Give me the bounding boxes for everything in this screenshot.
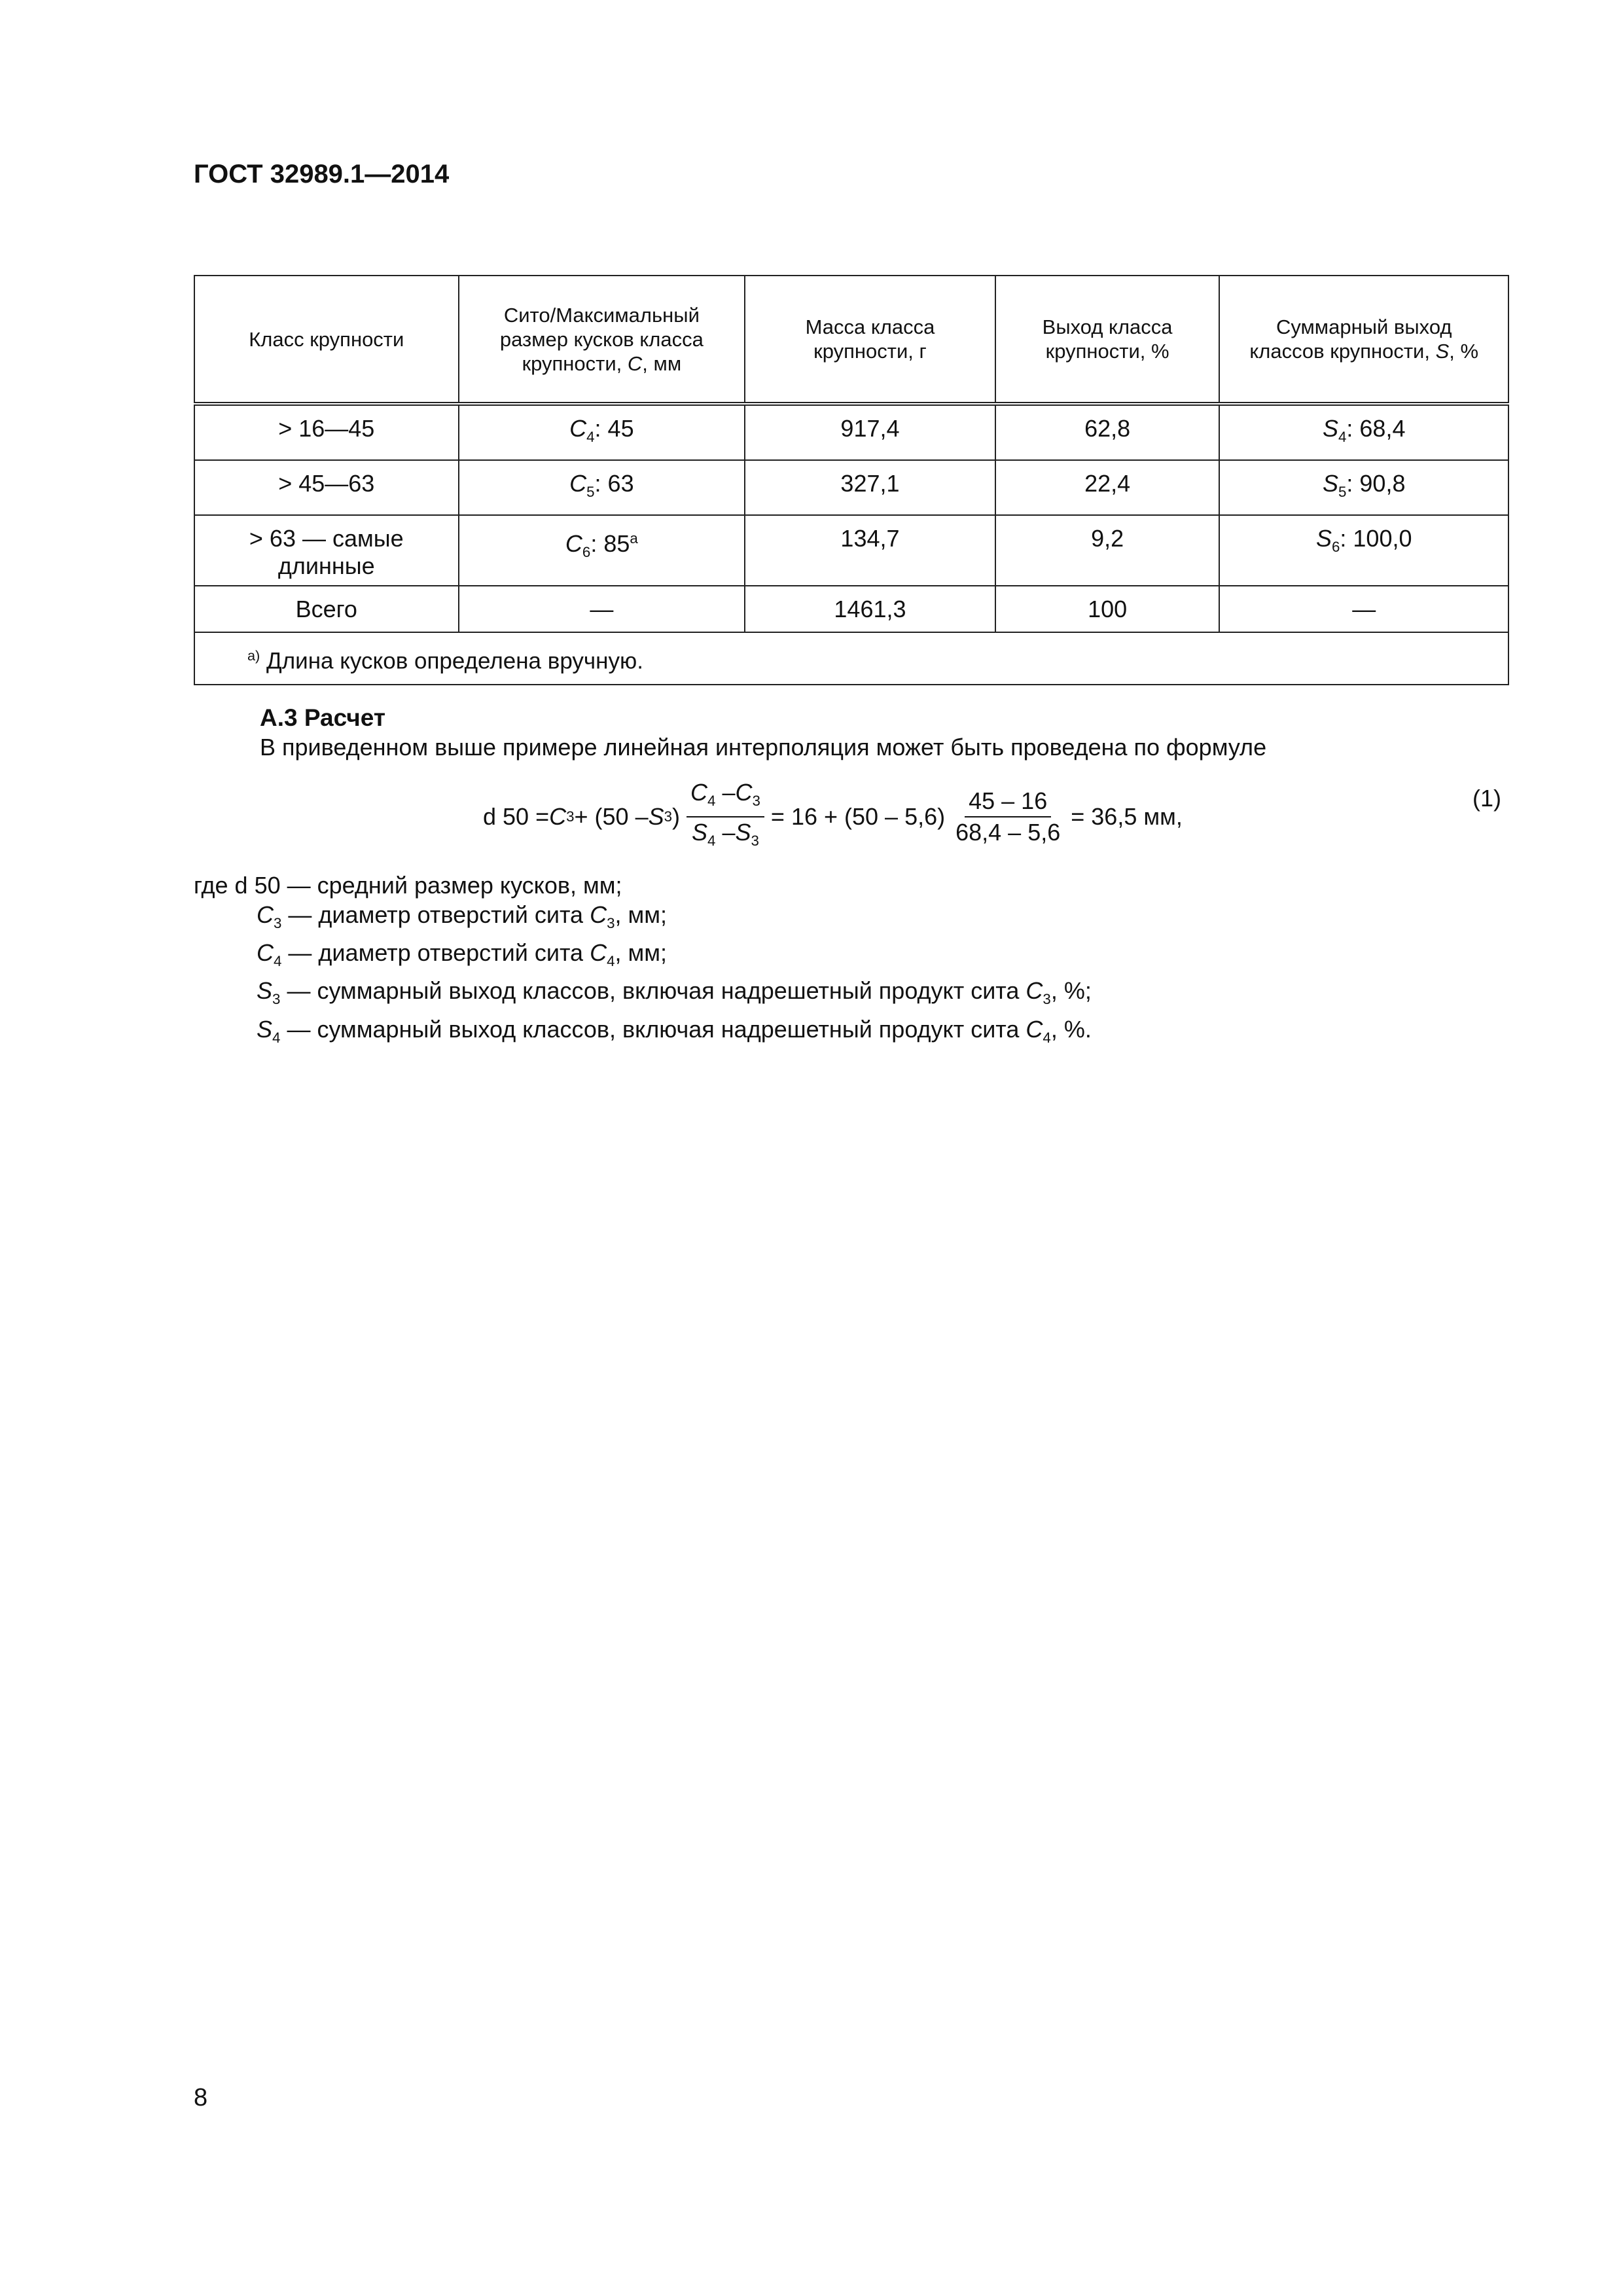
legend-subscript: 4 [272, 1029, 281, 1046]
formula-result: = 36,5 мм, [1071, 803, 1183, 831]
legend-subscript: 3 [1043, 991, 1051, 1008]
legend-symbol: C [590, 901, 607, 928]
legend-item [194, 976, 1092, 1014]
sieve-value: : 85 [590, 530, 630, 558]
legend-end: , %. [1050, 1015, 1092, 1043]
legend-symbol: C [1026, 1015, 1043, 1043]
header-sieve-line1: Сито/Максимальный [503, 303, 700, 327]
cell-sieve [459, 404, 745, 460]
cell-cumulative [1219, 515, 1508, 586]
formula-minus: – [715, 819, 736, 846]
legend-symbol: где d 50 [194, 872, 281, 899]
cell-total-yield: 100 [995, 586, 1220, 632]
cell-total-mass: 1461,3 [745, 586, 995, 632]
cell-mass: 134,7 [745, 515, 995, 586]
legend-end: , %; [1050, 977, 1092, 1005]
equation-number: (1) [1472, 785, 1501, 812]
footnote-ref: a [630, 530, 638, 547]
formula-paren: ) [672, 803, 681, 831]
cell-cumulative [1219, 404, 1508, 460]
cell-size-class: > 45—63 [194, 460, 459, 515]
cumulative-subscript: 5 [1338, 484, 1347, 501]
cell-size-class: > 16—45 [194, 404, 459, 460]
cell-sieve [459, 460, 745, 515]
cumulative-value: : 68,4 [1346, 415, 1406, 442]
formula-sub: 3 [664, 808, 673, 825]
table-header-row [194, 276, 1508, 404]
footnote-mark: а) [247, 647, 260, 664]
table-row [194, 404, 1508, 460]
table-row [194, 460, 1508, 515]
cell-total-label: Всего [194, 586, 459, 632]
formula-fraction-1 [687, 778, 764, 856]
header-size-class [194, 276, 459, 404]
header-sieve-line2: размер кусков класса [499, 327, 704, 351]
cumulative-subscript: 4 [1338, 429, 1347, 446]
header-sieve-line3-post: , мм [642, 351, 682, 375]
formula-c: C [690, 779, 708, 806]
cell-cumulative [1219, 460, 1508, 515]
cell-mass: 917,4 [745, 404, 995, 460]
formula-lhs: d 50 = [483, 803, 550, 831]
fraction-numerator [687, 778, 764, 817]
sieve-symbol: C [569, 470, 587, 497]
legend-symbol: C [1026, 977, 1043, 1005]
table-footnote-row [194, 632, 1508, 685]
section-title: А.3 Расчет [260, 704, 385, 731]
formula-s: S [692, 819, 708, 846]
legend-subscript: 3 [272, 991, 281, 1008]
cumulative-symbol: S [1322, 415, 1338, 442]
formula-minus: – [715, 779, 736, 806]
fraction-denominator [688, 817, 763, 856]
table-row [194, 515, 1508, 586]
legend-symbol: C [257, 939, 274, 967]
formula-sub: 3 [752, 793, 760, 810]
legend-text: — диаметр отверстий сита [281, 901, 590, 928]
sieve-subscript: 5 [586, 484, 595, 501]
legend-text: — средний размер кусков, мм; [280, 872, 622, 899]
cell-total-sieve: — [459, 586, 745, 632]
legend-subscript: 3 [607, 915, 615, 932]
formula [483, 778, 1183, 856]
size-class-table [194, 275, 1509, 685]
legend-item [194, 900, 1092, 938]
cell-total-cumulative: — [1219, 586, 1508, 632]
formula-c: C [735, 779, 753, 806]
legend-subscript: 3 [274, 915, 282, 932]
legend-text: — суммарный выход классов, включая надрешетный продукт сита [280, 1015, 1026, 1043]
sieve-value: : 63 [594, 470, 634, 497]
legend-subscript: 4 [274, 953, 282, 970]
header-sieve [459, 276, 745, 404]
cell-size-class [194, 515, 459, 586]
legend-subscript: 4 [607, 953, 615, 970]
header-yield-line2: крупности, % [1045, 340, 1169, 363]
formula-sub: 4 [707, 793, 716, 810]
cumulative-subscript: 6 [1331, 539, 1340, 556]
cell-sieve [459, 515, 745, 586]
sieve-subscript: 6 [582, 544, 591, 561]
header-cumulative-line2-pre: классов крупности, [1249, 340, 1436, 363]
header-cumulative-line1: Суммарный выход [1275, 315, 1452, 338]
header-mass-line2: крупности, г [813, 340, 927, 363]
header-cumulative-symbol: S [1435, 340, 1450, 363]
sieve-symbol: C [565, 530, 582, 558]
formula-s: S [648, 803, 664, 831]
formula-c: C [549, 803, 567, 831]
legend-symbol: C [590, 939, 607, 967]
formula-legend [194, 870, 1092, 1052]
cumulative-value: : 90,8 [1346, 470, 1406, 497]
legend-end: , мм; [615, 939, 667, 967]
legend-text: — диаметр отверстий сита [281, 939, 590, 967]
size-class-line1: > 63 — самые [249, 525, 404, 552]
sieve-symbol: C [569, 415, 587, 442]
document-header: ГОСТ 32989.1—2014 [194, 160, 450, 188]
formula-fraction-2 [952, 786, 1064, 848]
section-text: В приведенном выше примере линейная интерполяция может быть проведена по формуле [260, 734, 1267, 761]
legend-symbol: S [257, 977, 273, 1005]
cumulative-symbol: S [1315, 525, 1332, 552]
legend-end: , мм; [615, 901, 667, 928]
header-size-class-text: Класс крупности [249, 327, 404, 351]
header-cumulative [1219, 276, 1508, 404]
legend-symbol: C [257, 901, 274, 928]
cell-yield: 62,8 [995, 404, 1220, 460]
header-yield-line1: Выход класса [1042, 315, 1173, 338]
cell-yield: 9,2 [995, 515, 1220, 586]
fraction-numerator: 45 – 16 [965, 786, 1051, 817]
header-mass [745, 276, 995, 404]
cumulative-symbol: S [1322, 470, 1338, 497]
legend-item [194, 938, 1092, 976]
sieve-value: : 45 [594, 415, 634, 442]
header-yield [995, 276, 1220, 404]
legend-item [194, 870, 1092, 900]
page-number: 8 [194, 2084, 208, 2111]
header-sieve-symbol: C [627, 351, 643, 375]
legend-item [194, 1014, 1092, 1052]
formula-substitution: = 16 + (50 – 5,6) [770, 803, 946, 831]
legend-subscript: 4 [1043, 1029, 1051, 1046]
fraction-denominator: 68,4 – 5,6 [955, 819, 1061, 846]
formula-sub: 4 [707, 833, 716, 850]
header-sieve-line3-pre: крупности, [522, 351, 628, 375]
table-footnote [194, 632, 1508, 685]
cumulative-value: : 100,0 [1340, 525, 1412, 552]
cell-mass: 327,1 [745, 460, 995, 515]
legend-text: — суммарный выход классов, включая надрешетный продукт сита [280, 977, 1026, 1005]
formula-s: S [735, 819, 751, 846]
legend-symbol: S [257, 1015, 273, 1043]
size-class-line2: длинные [277, 552, 375, 580]
table-total-row [194, 586, 1508, 632]
footnote-text: Длина кусков определена вручную. [260, 649, 643, 675]
formula-sub: 3 [751, 833, 759, 850]
header-cumulative-line2-post: , % [1449, 340, 1479, 363]
sieve-subscript: 4 [586, 429, 595, 446]
cell-yield: 22,4 [995, 460, 1220, 515]
header-mass-line1: Масса класса [805, 315, 935, 338]
formula-sub: 3 [566, 808, 575, 825]
formula-plus50: + (50 – [574, 803, 649, 831]
